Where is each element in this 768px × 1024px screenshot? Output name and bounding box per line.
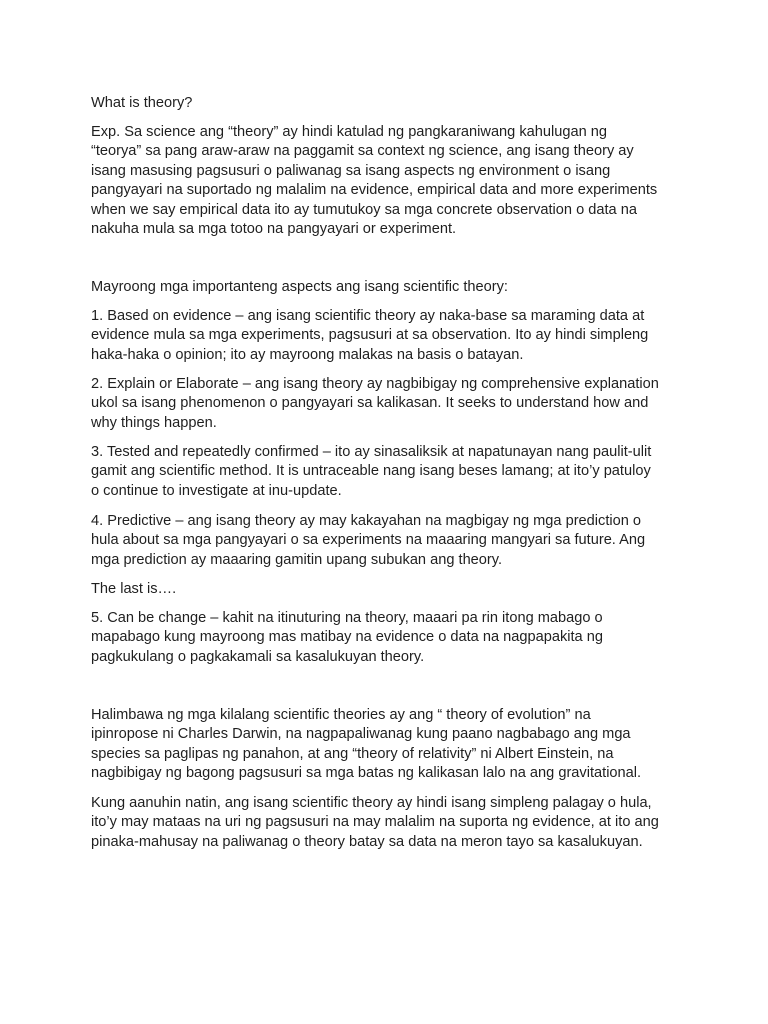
text-line: nakuha mula sa mga totoo na pangyayari or experiment. (91, 221, 457, 238)
text-line: gamit ang scientific method. It is untraceable nang isang beses lamang; at ito’y patuloy (91, 463, 651, 480)
list-item-aspect-3 (91, 443, 691, 501)
text-line: ukol sa isang phenomenon o pangyayari sa kalikasan. It seeks to understand how and (91, 395, 649, 412)
text-line: mga prediction ay maaaring gamitin upang subukan ang theory. (91, 551, 503, 568)
text-line: when we say empirical data ito ay tumutukoy sa mga concrete observation o data na (91, 201, 637, 218)
text-line: hula about sa mga pangyayari o sa experiments na maaaring mangyari sa future. Ang (91, 532, 646, 549)
text-line: “teorya” sa pang araw-araw na paggamit sa context ng science, ang isang theory ay (91, 143, 634, 160)
text-line: Halimbawa ng mga kilalang scientific theories ay ang “ theory of evolution” na (91, 707, 591, 723)
paragraph-examples (91, 706, 691, 784)
text-line: pinaka-mahusay na paliwanag o theory batay sa data na meron tayo sa kasalukuyan. (91, 833, 643, 850)
text-line: ito’y may mataas na uri ng pagsusuri na may malalim na suporta ng evidence, at ito ang (91, 814, 659, 831)
text-line: species sa paglipas ng panahon, at ang “theory of relativity” ni Albert Einstein, na (91, 745, 614, 762)
text-line: 1. Based on evidence – ang isang scientific theory ay naka-base sa maraming data at (91, 308, 645, 324)
list-item-aspect-2 (91, 375, 691, 433)
paragraph-conclusion (91, 794, 691, 852)
text-line: 4. Predictive – ang isang theory ay may kakayahan na magbigay ng mga prediction o (91, 513, 642, 529)
text-line: pangyayari na suportado ng malalim na evidence, empirical data and more experiments (91, 182, 658, 199)
text-line: why things happen. (91, 414, 217, 431)
text-line: ipinropose ni Charles Darwin, na nagpapaliwanag kung paano nagbabago ang mga (91, 726, 631, 743)
text-line: pagkukulang o pagkakamali sa kasalukuyan theory. (91, 648, 425, 665)
paragraph-aspects-intro: Mayroong mga importanteng aspects ang isang scientific theory: (91, 279, 508, 295)
text-line: evidence mula sa mga experiments, pagsusuri at sa observation. Ito ay hindi simpleng (91, 327, 649, 344)
text-line: mapabago kung mayroong mas matibay na evidence o data na nagpapakita ng (91, 629, 603, 646)
list-item-aspect-4 (91, 512, 691, 570)
list-item-aspect-1 (91, 307, 691, 365)
paragraph-last-is: The last is…. (91, 581, 177, 597)
text-line: haka-haka o opinion; ito ay mayroong malakas na basis o batayan. (91, 346, 524, 363)
text-line: 2. Explain or Elaborate – ang isang theory ay nagbibigay ng comprehensive explanation (91, 376, 659, 392)
text-line: 3. Tested and repeatedly confirmed – ito ay sinasaliksik at napatunayan nang paulit-ulit (91, 444, 652, 460)
text-line: nagbibigay ng bagong pagsusuri sa mga batas ng kalikasan lalo na ang gravitational. (91, 765, 642, 782)
text-line: 5. Can be change – kahit na itinuturing na theory, maaari pa rin itong mabago o (91, 610, 603, 626)
text-line: isang masusing pagsusuri o paliwanag sa isang aspects ng environment o isang (91, 162, 611, 179)
heading-what-is-theory: What is theory? (91, 95, 193, 111)
list-item-aspect-5 (91, 609, 691, 667)
text-line: Exp. Sa science ang “theory” ay hindi katulad ng pangkaraniwang kahulugan ng (91, 124, 607, 140)
text-line: o continue to investigate at inu-update. (91, 482, 342, 499)
text-line: Kung aanuhin natin, ang isang scientific theory ay hindi isang simpleng palagay o hula, (91, 795, 652, 811)
paragraph-intro (91, 123, 691, 239)
